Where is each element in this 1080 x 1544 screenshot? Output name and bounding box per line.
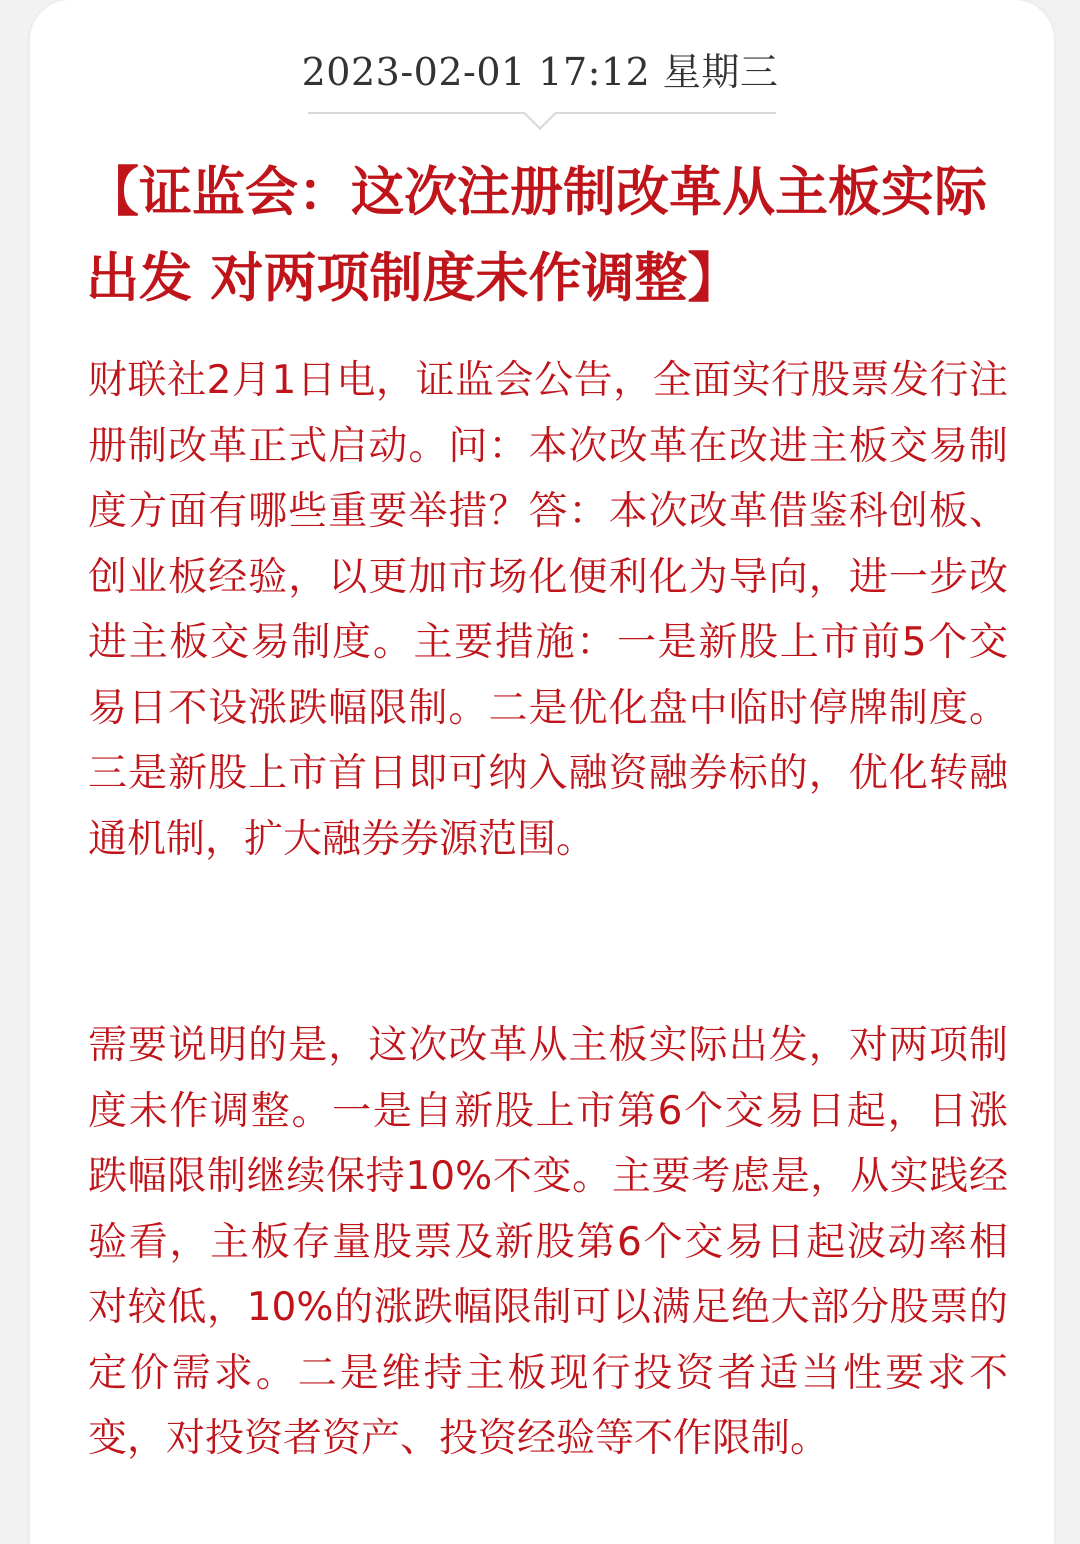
article-paragraph: 财联社2月1日电，证监会公告，全面实行股票发行注册制改革正式启动。问：本次改革在改进主板交易制度方面有哪些重要举措？答：本次改革借鉴科创板、创业板经验，以更加市场化便利化为导向，进一步改进主板交易制度。主要措施：一是新股上市前5个交易日不设涨跌幅限制。二是优化盘中临时停牌制度。三是新股上市首日即可纳入融资融券标的，优化转融通机制，扩大融券券源范围。 [88, 358, 1008, 862]
date-header [0, 44, 1080, 100]
article-title: 【证监会：这次注册制改革从主板实际出发 对两项制度未作调整】 [86, 162, 987, 309]
publish-date: 2023-02-01 17:12 星期三 [301, 50, 779, 94]
article-paragraph: 需要说明的是，这次改革从主板实际出发，对两项制度未作调整。一是自新股上市第6个交易日起，日涨跌幅限制继续保持10%不变。主要考虑是，从实践经验看，主板存量股票及新股第6个交易日起波动率相对较低，10%的涨跌幅限制可以满足绝大部分股票的定价需求。二是维持主板现行投资者适当性要求不变，对投资者资产、投资经验等不作限制。 [88, 1023, 1008, 1461]
